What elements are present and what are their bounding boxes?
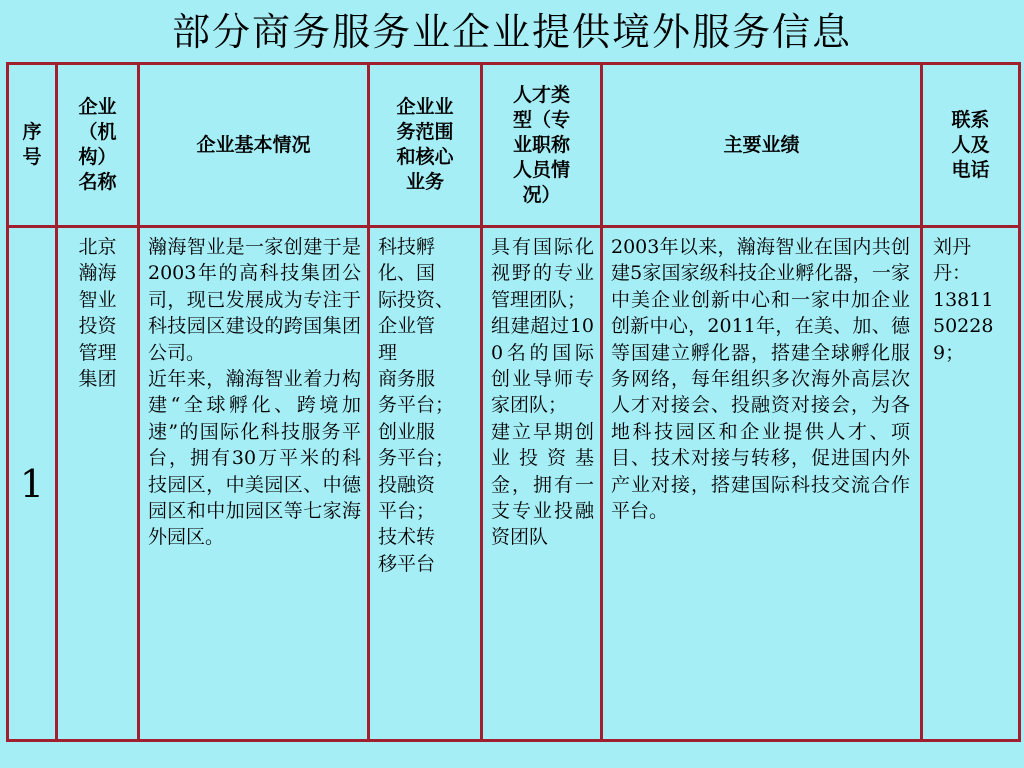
enterprise-info-table	[6, 62, 1021, 742]
header-talent: 人才类 型（专 业职称 人员情 况）	[482, 64, 602, 227]
row-contact: 刘丹 丹： 13811 50228 9；	[922, 227, 1020, 741]
header-performance: 主要业绩	[602, 64, 922, 227]
page-title: 部分商务服务业企业提供境外服务信息	[171, 10, 852, 54]
row-name: 北京 瀚海 智业 投资 管理 集团	[57, 227, 139, 741]
header-row	[8, 64, 1020, 227]
header-contact: 联系 人及 电话	[922, 64, 1020, 227]
row-talent: 具有国际化视野的专业管理团队； 组建超过100名的国际创业导师专家团队； 建立早期创业投资基金，拥有一支专业投融资团队	[482, 227, 602, 741]
header-name: 企业 （机 构） 名称	[57, 64, 139, 227]
row-seq: 1	[8, 227, 57, 741]
header-basic: 企业基本情况	[139, 64, 369, 227]
row-scope: 科技孵 化、国 际投资、 企业管 理 商务服 务平台； 创业服 务平台； 投融资 平台； 技术转 移平台	[369, 227, 482, 741]
row-basic: 瀚海智业是一家创建于是2003年的高科技集团公司，现已发展成为专注于科技园区建设的跨国集团公司。 近年来，瀚海智业着力构建“全球孵化、跨境加速”的国际化科技服务平台，拥有30万平米的科技园区，中美园区、中德园区和中加园区等七家海外园区。	[139, 227, 369, 741]
header-seq: 序 号	[8, 64, 57, 227]
row-performance: 2003年以来，瀚海智业在国内共创建5家国家级科技企业孵化器，一家中美企业创新中心和一家中加企业创新中心，2011年，在美、加、德等国建立孵化器，搭建全球孵化服务网络，每年组织多次海外高层次人才对接会、投融资对接会，为各地科技园区和企业提供人才、项目、技术对接与转移，促进国内外产业对接，搭建国际科技交流合作平台。	[602, 227, 922, 741]
table-row	[8, 227, 1020, 741]
header-scope: 企业业 务范围 和核心 业务	[369, 64, 482, 227]
